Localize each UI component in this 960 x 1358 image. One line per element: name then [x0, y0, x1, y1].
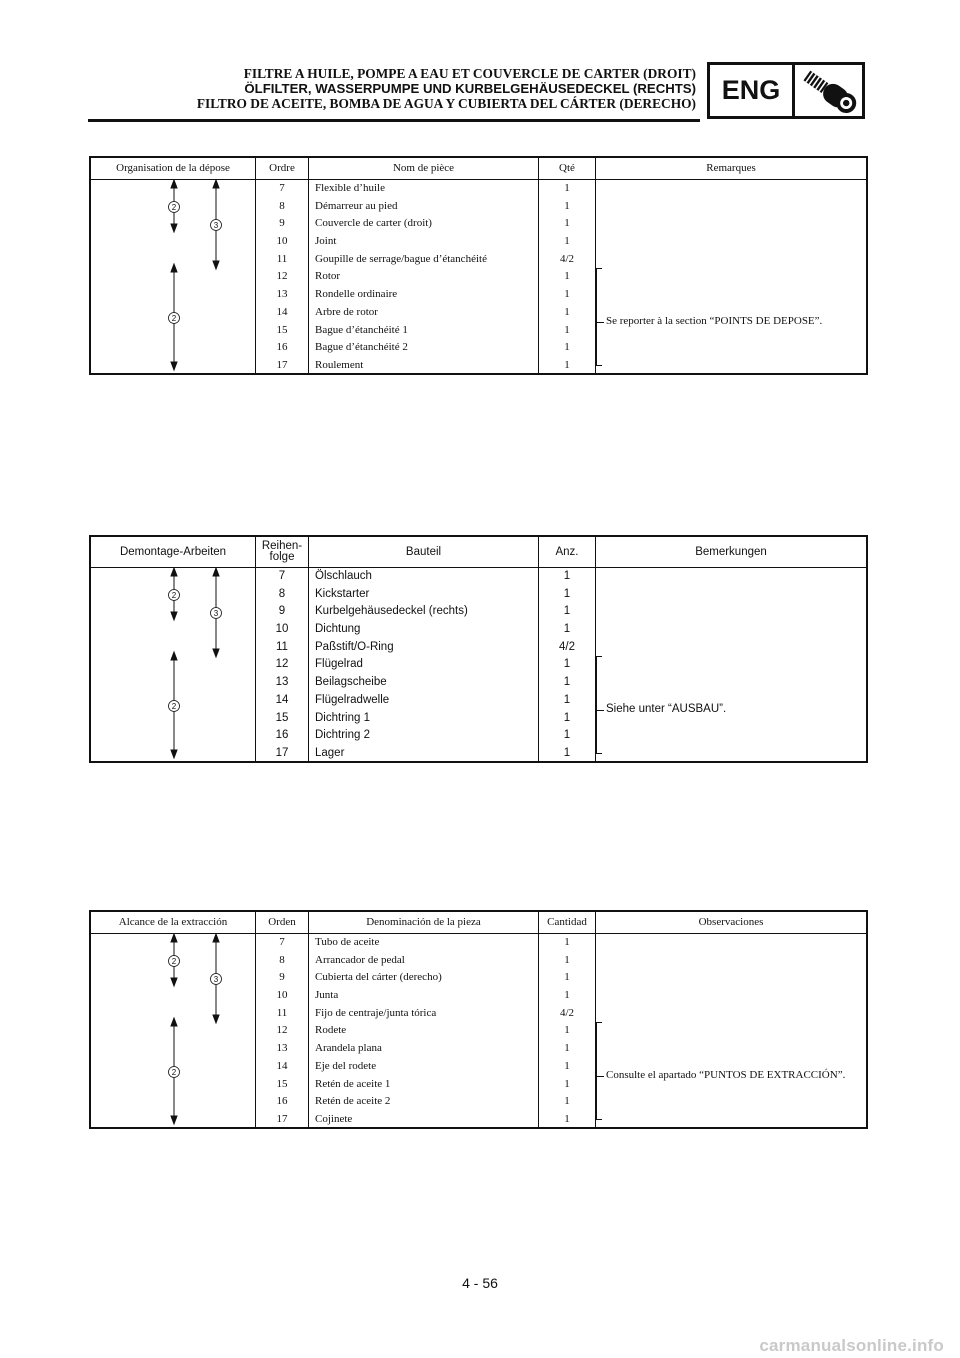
arrow-label: 3 — [213, 975, 219, 984]
qty-cell: 1 — [563, 729, 571, 742]
order-arrows-diagram — [91, 180, 256, 373]
title-french: FILTRE A HUILE, POMPE A EAU ET COUVERCLE DE CARTER (DROIT) — [243, 66, 696, 81]
remark-bracket-tick — [596, 710, 604, 711]
order-arrows-column — [91, 568, 256, 761]
arrow-label: 2 — [171, 1068, 177, 1077]
table-body — [91, 180, 866, 373]
part-cell: Bague d’étanchéité 1 — [315, 323, 408, 336]
quantity-column — [539, 180, 596, 373]
remark-text: Consulte el apartado “PUNTOS DE EXTRACCIÓN”. — [606, 1069, 846, 1081]
order-cell: 11 — [276, 640, 288, 653]
part-cell: Couvercle de carter (droit) — [315, 217, 432, 230]
header-cell: Cantidad — [539, 912, 596, 933]
order-cell: 11 — [276, 252, 288, 265]
part-cell: Joint — [315, 235, 337, 248]
qty-cell: 1 — [563, 711, 571, 724]
order-cell: 8 — [279, 199, 285, 212]
order-cell: 14 — [276, 305, 288, 318]
qty-cell: 1 — [564, 341, 570, 354]
order-cell: 10 — [276, 989, 288, 1002]
order-cell: 9 — [278, 605, 286, 618]
title-spanish: FILTRO DE ACEITE, BOMBA DE AGUA Y CUBIERTA DEL CÁRTER (DERECHO) — [196, 96, 696, 111]
part-cell: Goupille de serrage/bague d’étanchéité — [315, 252, 487, 265]
part-cell: Flügelrad — [315, 658, 363, 671]
order-arrows-diagram — [91, 934, 256, 1127]
remark-text: Siehe unter “AUSBAU”. — [606, 703, 727, 715]
order-cell: 12 — [276, 1024, 288, 1037]
title-german: ÖLFILTER, WASSERPUMPE UND KURBELGEHÄUSEDECKEL (RECHTS) — [244, 81, 696, 96]
section-badge-label: ENG — [710, 65, 795, 116]
watermark: carmanualsonline.info — [759, 1336, 944, 1355]
header-cell: Orden — [256, 912, 309, 933]
header-cell: Ordre — [256, 158, 309, 179]
qty-cell: 1 — [564, 323, 570, 336]
order-cell: 14 — [275, 693, 289, 706]
section-titles — [56, 66, 696, 111]
qty-cell: 4/2 — [559, 252, 575, 265]
qty-cell: 1 — [563, 693, 571, 706]
qty-cell: 1 — [563, 587, 571, 600]
order-cell: 13 — [276, 1042, 288, 1055]
part-cell: Flexible d’huile — [315, 182, 385, 194]
order-cell: 15 — [276, 1077, 288, 1090]
qty-cell: 1 — [564, 989, 570, 1002]
part-cell: Ölschlauch — [315, 570, 372, 582]
part-cell: Paßstift/O-Ring — [315, 640, 394, 653]
qty-cell: 1 — [563, 746, 571, 759]
arrow-label: 3 — [213, 221, 219, 230]
header-cell: Qté — [539, 158, 596, 179]
arrow-label: 2 — [171, 314, 177, 323]
header-cell: Anz. — [539, 537, 596, 567]
remarks-column — [596, 568, 866, 761]
order-cell: 7 — [279, 182, 285, 194]
order-arrows-diagram — [91, 568, 256, 761]
part-cell: Tubo de aceite — [315, 936, 380, 948]
remark-bracket — [596, 656, 602, 754]
order-cell: 12 — [276, 270, 288, 283]
order-cell: 8 — [279, 953, 285, 966]
header-cell: Reihen- folge — [256, 537, 309, 567]
part-cell: Junta — [315, 989, 339, 1002]
removal-table-french — [89, 156, 868, 375]
engine-bolt-icon — [795, 65, 862, 116]
part-cell: Rotor — [315, 270, 341, 283]
order-cell: 16 — [276, 1095, 288, 1108]
header-cell: Bauteil — [309, 537, 539, 567]
remarks-column — [596, 934, 866, 1127]
order-cell: 7 — [278, 570, 286, 582]
part-cell: Dichtring 2 — [315, 729, 370, 742]
order-cell: 15 — [276, 323, 288, 336]
part-cell: Fijo de centraje/junta tórica — [315, 1006, 437, 1019]
removal-table-spanish — [89, 910, 868, 1129]
part-cell: Rodete — [315, 1024, 347, 1037]
qty-cell: 1 — [563, 658, 571, 671]
order-arrows-column — [91, 180, 256, 373]
qty-cell: 1 — [564, 199, 570, 212]
header-rule — [88, 119, 700, 122]
order-cell: 8 — [278, 587, 286, 600]
qty-cell: 1 — [564, 971, 570, 984]
remark-bracket — [596, 268, 602, 366]
order-cell: 13 — [275, 676, 289, 689]
part-name-column — [309, 568, 539, 761]
part-cell: Lager — [315, 746, 345, 759]
qty-cell: 1 — [564, 953, 570, 966]
order-column — [256, 934, 309, 1127]
arrow-label: 2 — [171, 591, 177, 600]
arrow-label: 3 — [213, 609, 219, 618]
qty-cell: 1 — [564, 1042, 570, 1055]
order-column — [256, 180, 309, 373]
order-cell: 17 — [276, 358, 288, 371]
part-cell: Dichtung — [315, 623, 361, 636]
order-cell: 7 — [279, 936, 285, 948]
part-cell: Arandela plana — [315, 1042, 382, 1055]
table-header — [91, 537, 866, 568]
order-cell: 12 — [275, 658, 289, 671]
order-cell: 13 — [276, 288, 288, 301]
header-cell: Nom de pièce — [309, 158, 539, 179]
qty-cell: 1 — [563, 623, 571, 636]
part-cell: Arbre de rotor — [315, 305, 378, 318]
remark-group — [596, 568, 866, 761]
order-cell: 9 — [279, 217, 285, 230]
qty-cell: 4/2 — [559, 1006, 575, 1019]
qty-cell: 1 — [563, 570, 571, 582]
header-cell: Denominación de la pieza — [309, 912, 539, 933]
table-body — [91, 568, 866, 761]
order-cell: 10 — [276, 235, 288, 248]
remark-bracket-tick — [596, 1076, 604, 1077]
header-cell: Alcance de la extracción — [91, 912, 256, 933]
quantity-column — [539, 568, 596, 761]
order-cell: 16 — [275, 729, 289, 742]
order-column — [256, 568, 309, 761]
table-body — [91, 934, 866, 1127]
part-cell: Kickstarter — [315, 587, 370, 600]
header-cell: Demontage-Arbeiten — [91, 537, 256, 567]
part-name-column — [309, 934, 539, 1127]
order-cell: 10 — [275, 623, 289, 636]
remark-group — [596, 180, 866, 373]
qty-cell: 1 — [564, 1024, 570, 1037]
qty-cell: 1 — [563, 605, 571, 618]
qty-cell: 1 — [564, 305, 570, 318]
part-cell: Arrancador de pedal — [315, 953, 405, 966]
removal-table-german — [89, 535, 868, 763]
order-cell: 17 — [276, 1112, 288, 1125]
part-cell: Retén de aceite 2 — [315, 1095, 391, 1108]
arrow-label: 2 — [171, 957, 177, 966]
part-cell: Bague d’étanchéité 2 — [315, 341, 408, 354]
qty-cell: 1 — [564, 1112, 570, 1125]
order-cell: 11 — [276, 1006, 288, 1019]
part-cell: Roulement — [315, 358, 364, 371]
part-cell: Cojinete — [315, 1112, 353, 1125]
part-cell: Beilagscheibe — [315, 676, 387, 689]
qty-cell: 4/2 — [559, 640, 575, 653]
part-cell: Démarreur au pied — [315, 199, 398, 212]
part-cell: Rondelle ordinaire — [315, 288, 398, 301]
remark-bracket-tick — [596, 322, 604, 323]
qty-cell: 1 — [564, 1077, 570, 1090]
part-cell: Eje del rodete — [315, 1059, 377, 1072]
part-cell: Retén de aceite 1 — [315, 1077, 391, 1090]
arrow-label: 2 — [171, 702, 177, 711]
remark-bracket — [596, 1022, 602, 1120]
header-cell: Bemerkungen — [695, 545, 767, 558]
section-badge — [707, 62, 865, 119]
qty-cell: 1 — [564, 270, 570, 283]
table-header — [91, 912, 866, 934]
qty-cell: 1 — [564, 1059, 570, 1072]
order-cell: 14 — [276, 1059, 288, 1072]
order-cell: 15 — [275, 711, 289, 724]
table-header — [91, 158, 866, 180]
order-cell: 9 — [279, 971, 285, 984]
qty-cell: 1 — [564, 182, 570, 194]
page-number: 4 - 56 — [462, 1275, 498, 1291]
qty-cell: 1 — [564, 1095, 570, 1108]
header-cell: Organisation de la dépose — [91, 158, 256, 179]
qty-cell: 1 — [563, 676, 571, 689]
header-cell: Observaciones — [698, 916, 764, 928]
qty-cell: 1 — [564, 936, 570, 948]
part-cell: Flügelradwelle — [315, 693, 390, 706]
qty-cell: 1 — [564, 235, 570, 248]
qty-cell: 1 — [564, 358, 570, 371]
part-cell: Cubierta del cárter (derecho) — [315, 971, 442, 984]
order-cell: 17 — [275, 746, 289, 759]
part-name-column — [309, 180, 539, 373]
remarks-column — [596, 180, 866, 373]
header-cell: Remarques — [706, 162, 756, 174]
part-cell: Kurbelgehäusedeckel (rechts) — [315, 605, 468, 618]
order-cell: 16 — [276, 341, 288, 354]
qty-cell: 1 — [564, 288, 570, 301]
arrow-label: 2 — [171, 203, 177, 212]
remark-text: Se reporter à la section “POINTS DE DEPOSE”. — [606, 315, 823, 327]
quantity-column — [539, 934, 596, 1127]
remark-group — [596, 934, 866, 1127]
order-arrows-column — [91, 934, 256, 1127]
part-cell: Dichtring 1 — [315, 711, 370, 724]
qty-cell: 1 — [564, 217, 570, 230]
